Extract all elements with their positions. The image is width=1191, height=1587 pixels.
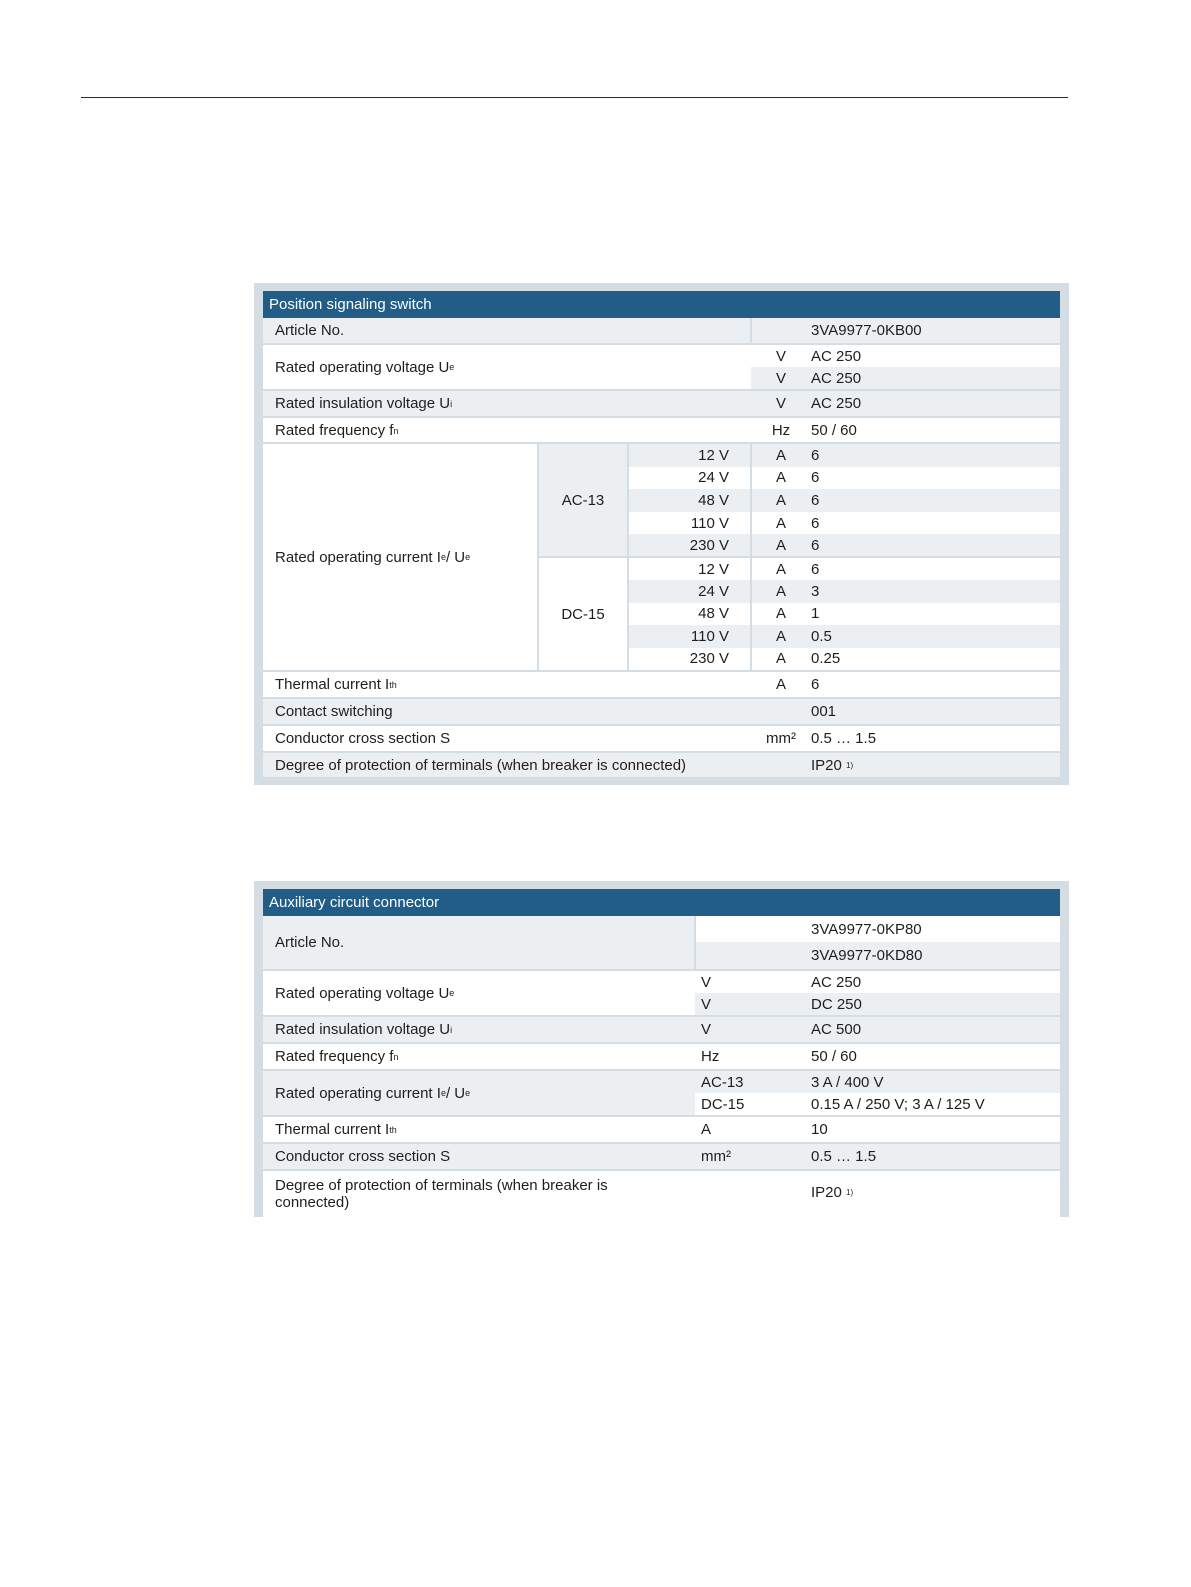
value: 6 — [811, 558, 1060, 580]
voltage: 230 V — [628, 648, 751, 670]
col-divider — [694, 916, 696, 969]
rated-insulation-voltage-label: Rated insulation voltage U i — [263, 391, 751, 416]
unit: V — [695, 993, 811, 1015]
table-title: Auxiliary circuit connector — [263, 889, 1060, 916]
unit — [751, 699, 811, 724]
value: AC 250 — [811, 367, 1060, 389]
article-value: 3VA9977-0KP80 — [811, 916, 1060, 942]
rated-frequency-label: Rated frequency f n — [263, 1044, 695, 1069]
rated-frequency-label: Rated frequency f n — [263, 418, 751, 443]
table-title: Position signaling switch — [263, 291, 1060, 318]
value: 10 — [811, 1117, 1060, 1142]
value: 0.15 A / 250 V; 3 A / 125 V — [811, 1093, 1060, 1115]
value: DC 250 — [811, 993, 1060, 1015]
article-value: 3VA9977-0KB00 — [811, 318, 1060, 343]
row-divider — [263, 1015, 1060, 1017]
degree-of-protection-label: Degree of protection of terminals (when breaker is connected) — [263, 753, 751, 777]
article-label: Article No. — [263, 916, 695, 969]
rated-operating-voltage-label: Rated operating voltage U e — [263, 345, 751, 389]
voltage: 48 V — [628, 603, 751, 625]
article-label: Article No. — [263, 318, 751, 343]
voltage: 12 V — [628, 444, 751, 467]
unit: V — [695, 1017, 811, 1042]
unit: V — [751, 391, 811, 416]
unit: A — [751, 467, 811, 490]
unit: A — [751, 648, 811, 670]
value: AC 500 — [811, 1017, 1060, 1042]
row-divider — [263, 969, 1060, 971]
value: AC 250 — [811, 971, 1060, 993]
unit: V — [695, 971, 811, 993]
row-divider — [263, 670, 1060, 672]
voltage: 48 V — [628, 489, 751, 512]
unit: A — [751, 603, 811, 625]
value: 6 — [811, 534, 1060, 557]
voltage: 230 V — [628, 534, 751, 557]
value: 1 — [811, 603, 1060, 625]
value: 6 — [811, 672, 1060, 697]
category-ac13: AC-13 — [538, 444, 628, 556]
table-body — [263, 318, 1060, 777]
position-signaling-switch-table — [254, 283, 1069, 785]
article-value: 3VA9977-0KD80 — [811, 942, 1060, 969]
value: 6 — [811, 489, 1060, 512]
unit: mm² — [751, 726, 811, 751]
unit: DC-15 — [695, 1093, 811, 1115]
table-body — [263, 916, 1060, 1233]
rated-operating-current-label: Rated operating current I e / U e — [263, 1071, 695, 1115]
value: AC 250 — [811, 345, 1060, 367]
degree-of-protection-label: Degree of protection of terminals (when breaker is connected) — [263, 1171, 695, 1213]
row-divider — [263, 751, 1060, 753]
voltage: 110 V — [628, 625, 751, 647]
value: 0.5 … 1.5 — [811, 726, 1060, 751]
unit: A — [751, 580, 811, 602]
value: 6 — [811, 512, 1060, 535]
row-divider — [538, 556, 1060, 558]
value: IP20 1) — [811, 753, 1060, 777]
value: 0.25 — [811, 648, 1060, 670]
rated-insulation-voltage-label: Rated insulation voltage U i — [263, 1017, 695, 1042]
unit: AC-13 — [695, 1071, 811, 1093]
row-divider — [263, 1042, 1060, 1044]
unit: A — [751, 512, 811, 535]
value: AC 250 — [811, 391, 1060, 416]
unit: A — [751, 558, 811, 580]
value: 6 — [811, 467, 1060, 490]
voltage: 24 V — [628, 580, 751, 602]
unit: A — [751, 534, 811, 557]
unit: V — [751, 367, 811, 389]
unit: A — [751, 625, 811, 647]
article-unit-cell — [751, 318, 811, 343]
row-divider — [263, 1142, 1060, 1144]
col-divider — [537, 444, 539, 670]
rated-operating-voltage-label: Rated operating voltage U e — [263, 971, 695, 1015]
row-divider — [263, 697, 1060, 699]
col-divider — [750, 318, 752, 343]
col-divider — [627, 444, 629, 670]
row-divider — [263, 442, 1060, 444]
voltage: 12 V — [628, 558, 751, 580]
row-divider — [263, 1069, 1060, 1071]
contact-switching-label: Contact switching — [263, 699, 751, 724]
value: 001 — [811, 699, 1060, 724]
unit: A — [751, 672, 811, 697]
rated-operating-current-label: Rated operating current I e / U e — [263, 444, 538, 670]
value: 0.5 … 1.5 — [811, 1144, 1060, 1169]
category-dc15: DC-15 — [538, 558, 628, 670]
unit — [751, 753, 811, 777]
unit-cell — [695, 916, 811, 942]
unit: A — [751, 444, 811, 467]
unit: Hz — [695, 1044, 811, 1069]
row-divider — [263, 724, 1060, 726]
row-divider — [263, 343, 1060, 345]
unit: A — [751, 489, 811, 512]
row-divider — [263, 1115, 1060, 1117]
row-divider — [263, 389, 1060, 391]
unit-cell — [695, 942, 811, 969]
thermal-current-label: Thermal current I th — [263, 672, 751, 697]
col-divider — [750, 444, 752, 670]
auxiliary-circuit-connector-table — [254, 881, 1069, 1217]
unit: mm² — [695, 1144, 811, 1169]
value: 3 — [811, 580, 1060, 602]
value: 6 — [811, 444, 1060, 467]
conductor-cross-section-label: Conductor cross section S — [263, 726, 751, 751]
unit: A — [695, 1117, 811, 1142]
value: IP20 1) — [811, 1171, 1060, 1213]
unit: V — [751, 345, 811, 367]
value: 0.5 — [811, 625, 1060, 647]
value: 3 A / 400 V — [811, 1071, 1060, 1093]
header-rule — [81, 97, 1068, 98]
row-divider — [263, 1169, 1060, 1171]
value: 50 / 60 — [811, 418, 1060, 443]
voltage: 110 V — [628, 512, 751, 535]
conductor-cross-section-label: Conductor cross section S — [263, 1144, 695, 1169]
unit: Hz — [751, 418, 811, 443]
row-divider — [263, 416, 1060, 418]
thermal-current-label: Thermal current I th — [263, 1117, 695, 1142]
voltage: 24 V — [628, 467, 751, 490]
value: 50 / 60 — [811, 1044, 1060, 1069]
unit-cell — [695, 1171, 811, 1213]
